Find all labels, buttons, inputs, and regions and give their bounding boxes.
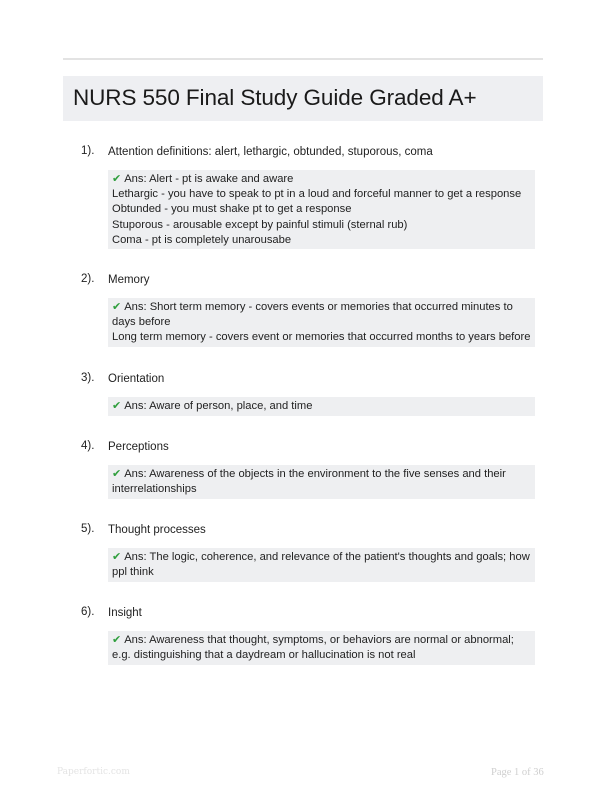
answer-box	[108, 170, 535, 249]
question-text: Insight	[108, 607, 142, 619]
check-icon: ✔	[112, 634, 122, 646]
question-text: Perceptions	[108, 441, 169, 453]
answer-line: ✔ Ans: Awareness that thought, symptoms, or behaviors are normal or abnormal; e.g. distinguishing that a daydream or hallucination is not real	[112, 634, 514, 662]
answer-line: ✔ Ans: Alert - pt is awake and aware	[112, 172, 530, 187]
question-number: 4).	[81, 440, 95, 452]
check-icon: ✔	[112, 468, 122, 480]
answer-line: Long term memory - covers event or memories that occurred months to years before	[112, 331, 531, 344]
question-text: Orientation	[108, 373, 165, 385]
answer-box	[108, 298, 535, 347]
watermark: Paperfortic.com	[57, 767, 130, 777]
answer-box	[108, 631, 535, 665]
answer-line: ✔ Ans: Aware of person, place, and time	[112, 399, 530, 414]
question-text: Attention definitions: alert, lethargic, obtunded, stuporous, coma	[108, 146, 433, 158]
page-indicator: Page 1 of 36	[491, 767, 544, 778]
answer-line: Stuporous - arousable except by painful stimuli (sternal rub)	[112, 218, 408, 231]
answer-line: ✔ Ans: Short term memory - covers events or memories that occurred minutes to days before	[112, 301, 513, 329]
answer-line: ✔ Ans: Awareness of the objects in the environment to the five senses and their interrelationships	[112, 468, 506, 496]
answer-line: Lethargic - you have to speak to pt in a loud and forceful manner to get a response	[112, 188, 522, 201]
question-number: 1).	[81, 145, 95, 157]
check-icon: ✔	[112, 173, 122, 185]
check-icon: ✔	[112, 400, 122, 412]
answer-line: ✔ Ans: The logic, coherence, and relevance of the patient's thoughts and goals; how ppl think	[112, 551, 530, 579]
answer-box	[108, 397, 535, 416]
check-icon: ✔	[112, 551, 122, 563]
answer-line: Obtunded - you must shake pt to get a response	[112, 203, 352, 216]
question-text: Memory	[108, 274, 150, 286]
answer-line: Coma - pt is completely unarousabe	[112, 233, 292, 246]
check-icon: ✔	[112, 301, 122, 313]
question-number: 2).	[81, 273, 95, 285]
answer-box	[108, 465, 535, 499]
question-number: 6).	[81, 606, 95, 618]
page-title: NURS 550 Final Study Guide Graded A+	[73, 85, 477, 110]
question-number: 3).	[81, 372, 95, 384]
question-text: Thought processes	[108, 524, 206, 536]
question-number: 5).	[81, 523, 95, 535]
answer-box	[108, 548, 535, 582]
